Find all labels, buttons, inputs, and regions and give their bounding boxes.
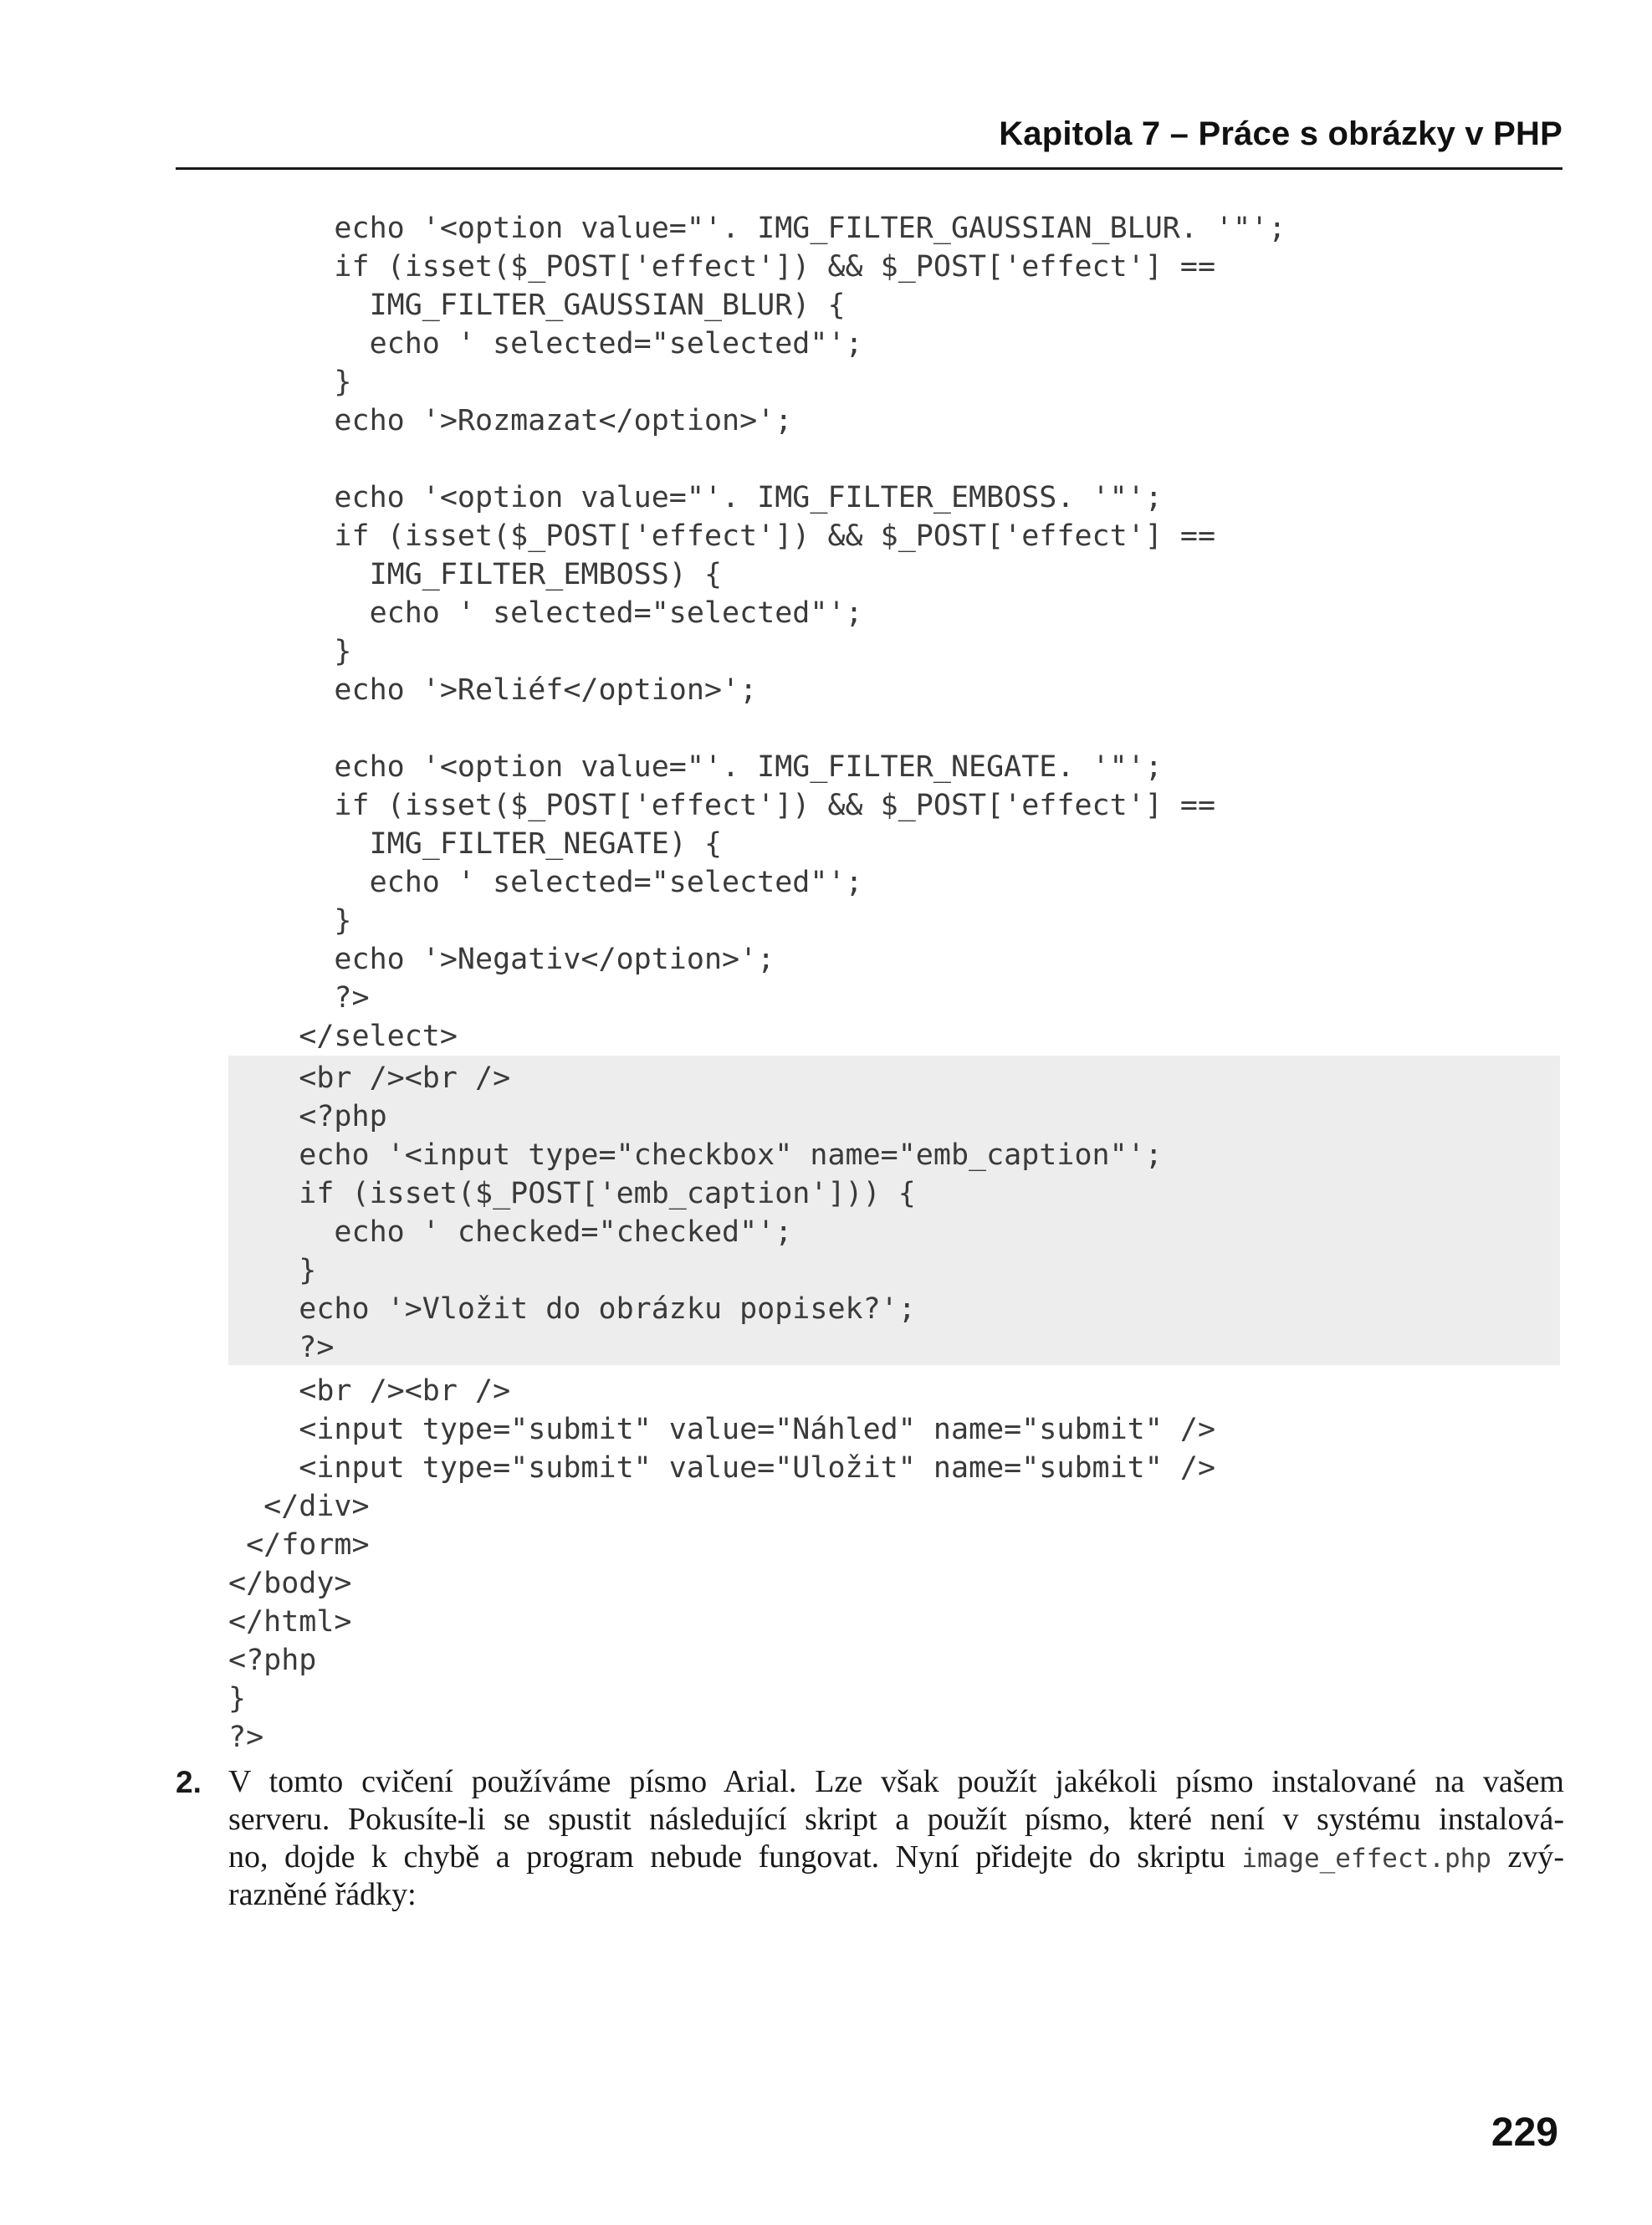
code-line: ?> [228,1721,264,1754]
code-line: } [228,366,352,399]
code-line: echo '<option value="'. IMG_FILTER_NEGATE. '"'; [228,750,1163,784]
running-header [176,115,1562,170]
code-listing-top [228,209,1560,1056]
code-line: </select> [228,1020,458,1053]
paragraph-text: no, dojde k chybě a program nebude fungovat. Nyní přidejte do skriptu [228,1839,1242,1875]
code-line: <input type="submit" value="Uložit" name="submit" /> [228,1451,1216,1485]
page-number: 229 [1491,2110,1558,2155]
code-line: ?> [228,981,370,1015]
code-line [228,440,1560,478]
paragraph-line: razněné řádky: [228,1877,417,1912]
code-line: IMG_FILTER_NEGATE) { [228,827,723,861]
code-line: echo '<option value="'. IMG_FILTER_EMBOSS. '"'; [228,481,1163,514]
chapter-title: Kapitola 7 – Práce s obrázky v PHP [999,115,1562,152]
code-line: IMG_FILTER_GAUSSIAN_BLUR) { [228,289,846,322]
code-line: } [228,635,352,668]
code-line: } [228,1254,317,1287]
paragraph-line: serveru. Pokusíte-li se spustit následující skript a použít písmo, které není v systému instalová- [228,1802,1564,1837]
paragraph-line [228,1839,1564,1876]
code-line: echo '<option value="'. IMG_FILTER_GAUSSIAN_BLUR. '"'; [228,212,1286,245]
code-line: <?php [228,1644,317,1677]
code-line: </body> [228,1567,352,1600]
step-number: 2. [176,1765,202,1799]
paragraph-line: V tomto cvičení používáme písmo Arial. Lze však použít jakékoli písmo instalované na vašem [228,1764,1564,1799]
code-line: if (isset($_POST['effect']) && $_POST['effect'] == [228,789,1216,822]
code-line: if (isset($_POST['effect']) && $_POST['effect'] == [228,519,1216,553]
code-listing-highlighted [228,1056,1560,1365]
code-line: echo '>Rozmazat</option>'; [228,404,793,437]
code-line: ?> [228,1331,335,1364]
step-paragraph [228,1763,1564,1914]
code-line: echo ' selected="selected"'; [228,596,863,630]
code-line: <input type="submit" value="Náhled" name="submit" /> [228,1413,1216,1446]
code-line: echo ' selected="selected"'; [228,866,863,899]
code-line: } [228,904,352,938]
code-line: <?php [228,1100,387,1133]
code-line: </div> [228,1490,370,1523]
code-line: <br /><br /> [228,1061,511,1095]
code-line: <br /><br /> [228,1374,511,1408]
code-line: echo ' checked="checked"'; [228,1215,793,1249]
inline-code-filename: image_effect.php [1241,1844,1491,1874]
code-line: echo '>Vložit do obrázku popisek?'; [228,1292,916,1326]
code-line: if (isset($_POST['emb_caption'])) { [228,1177,916,1210]
code-line: </form> [228,1528,370,1562]
code-line: } [228,1682,247,1716]
code-line: IMG_FILTER_EMBOSS) { [228,558,723,591]
code-line: echo ' selected="selected"'; [228,327,863,361]
code-line: echo '>Reliéf</option>'; [228,673,758,707]
code-line: if (isset($_POST['effect']) && $_POST['effect'] == [228,250,1216,284]
paragraph-text: zvý- [1491,1839,1564,1875]
code-line: </html> [228,1605,352,1639]
code-line: echo '<input type="checkbox" name="emb_caption"'; [228,1138,1163,1172]
code-line [228,709,1560,748]
code-line: echo '>Negativ</option>'; [228,943,775,976]
code-listing-bottom [228,1372,1560,1757]
